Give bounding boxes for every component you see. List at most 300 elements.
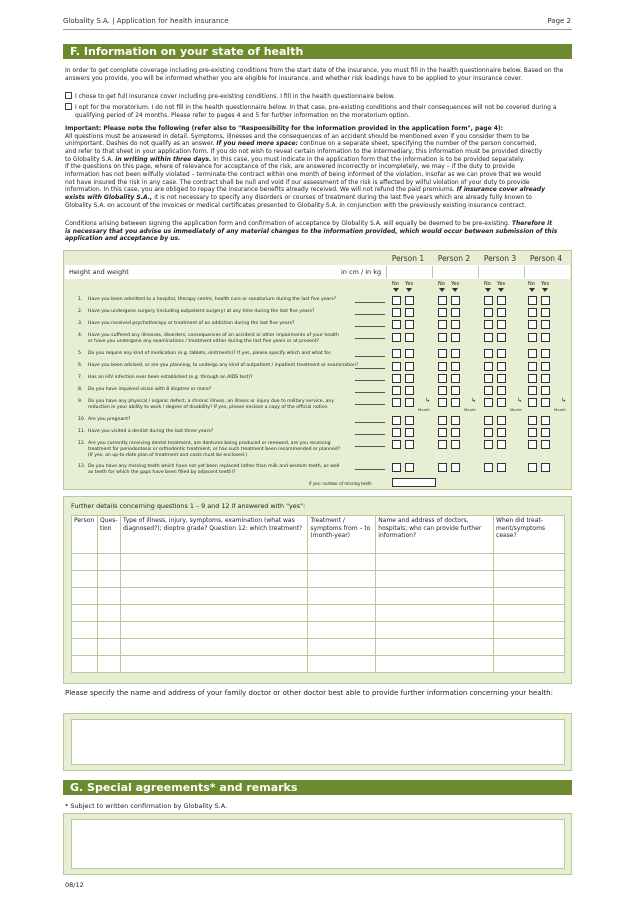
details-cell[interactable] [97, 656, 120, 673]
q1-person1-yes-checkbox[interactable] [405, 296, 414, 305]
no-label: No [484, 281, 491, 287]
q4-person4-no-checkbox[interactable] [528, 333, 537, 342]
q5-person4-no-checkbox[interactable] [528, 349, 537, 358]
question-text-cont: reduction in your ability to work / degree of disability? If yes, please enclose a copy of the official notice. [88, 404, 329, 410]
q1-person3-no-checkbox[interactable] [484, 296, 493, 305]
answer-line [355, 302, 385, 303]
details-cell[interactable] [376, 656, 494, 673]
important-title: Important: Please note the following (refer also to "Responsibility for the information provided in the application form", page 4): [65, 125, 504, 132]
details-row [72, 554, 565, 571]
answer-line [355, 404, 385, 405]
important-line: and refer to that sheet in your application form. If you do not wish to reveal certain information to the intermediary, this information must be provided directly [65, 148, 543, 156]
q13-person2-yes-checkbox[interactable] [451, 463, 460, 472]
q4-person3-no-checkbox[interactable] [484, 333, 493, 342]
details-row [72, 571, 565, 588]
answer-line [355, 434, 385, 435]
details-cell[interactable] [97, 605, 120, 622]
important-emphasis: exists with Globality S.A., [65, 194, 153, 202]
important-line [65, 156, 570, 164]
question-11 [78, 429, 396, 435]
details-cell[interactable] [72, 571, 98, 588]
important-line: Globality S.A. on account of the invoices or medical certificates presented to Globality S.A. in conjunction with the previously existing insurance contract. [65, 201, 527, 209]
answer-line [355, 446, 385, 447]
col-doctors: Name and address of doctors, hospitals; who can provide further information? [376, 516, 494, 554]
q3-person1-yes-checkbox[interactable] [405, 320, 414, 329]
q12-person2-yes-checkbox[interactable] [451, 440, 460, 449]
question-8 [78, 387, 396, 393]
month-label: Month [464, 407, 476, 412]
q13-person2-no-checkbox[interactable] [438, 463, 447, 472]
important-line: information has not been wilfully violated – terminate the contract within one month of being informed of the violation, insofar as we can prove that we would [65, 171, 541, 179]
details-cell[interactable] [120, 554, 307, 571]
details-cell[interactable] [97, 588, 120, 605]
q10-person2-no-checkbox[interactable] [438, 416, 447, 425]
down-arrow-icon [529, 288, 535, 292]
person-header: Person 2 [432, 254, 476, 264]
details-cell[interactable] [120, 605, 307, 622]
details-header-row [72, 516, 565, 554]
q8-person3-no-checkbox[interactable] [484, 386, 493, 395]
yes-label: Yes [541, 281, 550, 287]
down-arrow-icon [452, 288, 458, 292]
q6-person1-no-checkbox[interactable] [392, 362, 401, 371]
important-text: to Globality S.A. [65, 155, 114, 163]
question-3 [78, 321, 396, 327]
question-text: Do you have impaired vision with 8 dioptres or more? [88, 387, 212, 392]
q7-person1-no-checkbox[interactable] [392, 374, 401, 383]
footer-code: 08/12 [65, 881, 84, 889]
q8-person1-no-checkbox[interactable] [392, 386, 401, 395]
q5-person3-no-checkbox[interactable] [484, 349, 493, 358]
question-number: 1. [78, 297, 83, 302]
details-cell[interactable] [308, 588, 376, 605]
question-text: Have you received psychotherapy or treatment of an addiction during the last five years? [88, 321, 295, 326]
question-text: Have you undergone surgery (including outpatient surgery) at any time during the last five years? [88, 309, 315, 314]
details-row [72, 605, 565, 622]
arrow-icon: ↳ [517, 397, 523, 404]
details-cell[interactable] [308, 622, 376, 639]
details-cell[interactable] [376, 605, 494, 622]
conditions-emphasis: Therefore it [509, 220, 553, 227]
question-text: Has an HIV infection ever been established (e.g. through an AIDS test)? [88, 375, 253, 380]
answer-line [355, 380, 385, 381]
q3-person3-no-checkbox[interactable] [484, 320, 493, 329]
q5-person2-no-checkbox[interactable] [438, 349, 447, 358]
question-number: 4. [78, 333, 83, 338]
question-5 [78, 351, 396, 357]
unit-label: in cm / in kg [341, 268, 382, 276]
question-number: 13. [78, 464, 86, 469]
q8-person4-no-checkbox[interactable] [528, 386, 537, 395]
details-cell[interactable] [494, 605, 565, 622]
details-row [72, 656, 565, 673]
col-person: Person [72, 516, 98, 554]
important-line [65, 140, 570, 148]
conditions-line [65, 220, 570, 228]
q4-person1-yes-checkbox[interactable] [405, 333, 414, 342]
section-g-note: * Subject to written confirmation by Globality S.A. [65, 802, 228, 810]
question-13 [78, 464, 396, 476]
person-header: Person 1 [386, 254, 430, 264]
question-text: Have you visited a dentist during the last three years? [88, 429, 214, 434]
col-question: Ques-tion [97, 516, 120, 554]
q3-person4-yes-checkbox[interactable] [541, 320, 550, 329]
month-label: Month [418, 407, 430, 412]
details-cell[interactable] [494, 622, 565, 639]
q11-person2-no-checkbox[interactable] [438, 428, 447, 437]
details-cell[interactable] [72, 554, 98, 571]
conditions-line: application and acceptance by us. [65, 235, 181, 243]
q8-person3-yes-checkbox[interactable] [497, 386, 506, 395]
down-arrow-icon [406, 288, 412, 292]
question-text-cont: treatment for periodontosis or orthodontic treatment, or has such treatment been recommended or planned? [88, 446, 341, 452]
moratorium-checkbox[interactable] [65, 103, 72, 110]
q12-person4-yes-checkbox[interactable] [541, 440, 550, 449]
q8-person4-yes-checkbox[interactable] [541, 386, 550, 395]
arrow-icon: ↳ [425, 397, 431, 404]
q9-person3-yes-checkbox[interactable] [497, 398, 506, 407]
missing-teeth-field[interactable] [392, 478, 436, 487]
q10-person3-no-checkbox[interactable] [484, 416, 493, 425]
family-doctor-field[interactable] [71, 719, 565, 765]
arrow-icon: ↳ [561, 397, 567, 404]
question-number: 5. [78, 351, 83, 356]
q12-person1-yes-checkbox[interactable] [405, 440, 414, 449]
q7-person2-yes-checkbox[interactable] [451, 374, 460, 383]
details-row [72, 588, 565, 605]
q13-person4-yes-checkbox[interactable] [541, 463, 550, 472]
details-cell[interactable] [494, 554, 565, 571]
important-emphasis: If you need more space: [214, 140, 298, 148]
important-text: information. In this case, you are obliged to repay the insurance benefits already received. We will not refund the paid premiums. [65, 186, 455, 194]
q3-person2-no-checkbox[interactable] [438, 320, 447, 329]
important-line [65, 186, 570, 194]
question-number: 10. [78, 417, 86, 422]
q2-person2-no-checkbox[interactable] [438, 308, 447, 317]
q10-person1-yes-checkbox[interactable] [405, 416, 414, 425]
q13-person1-no-checkbox[interactable] [392, 463, 401, 472]
details-cell[interactable] [120, 571, 307, 588]
q13-person1-yes-checkbox[interactable] [405, 463, 414, 472]
question-6 [78, 363, 396, 369]
details-cell[interactable] [72, 605, 98, 622]
answer-line [355, 469, 385, 470]
q6-person1-yes-checkbox[interactable] [405, 362, 414, 371]
q7-person1-yes-checkbox[interactable] [405, 374, 414, 383]
q6-person2-no-checkbox[interactable] [438, 362, 447, 371]
q3-person4-no-checkbox[interactable] [528, 320, 537, 329]
important-line: If the questions on this page, where of relevance for acceptance of the risk, are answered incorrectly or incompletely, we may – if the duty to provide [65, 163, 515, 171]
q7-person2-no-checkbox[interactable] [438, 374, 447, 383]
important-emphasis: If insurance cover already [454, 186, 545, 194]
question-number: 8. [78, 387, 83, 392]
q10-person4-no-checkbox[interactable] [528, 416, 537, 425]
q12-person4-no-checkbox[interactable] [528, 440, 537, 449]
yes-label: Yes [497, 281, 506, 287]
details-cell[interactable] [376, 554, 494, 571]
q9-person4-yes-checkbox[interactable] [541, 398, 550, 407]
details-cell[interactable] [97, 622, 120, 639]
q10-person4-yes-checkbox[interactable] [541, 416, 550, 425]
q5-person1-no-checkbox[interactable] [392, 349, 401, 358]
answer-line [355, 326, 385, 327]
q12-person3-no-checkbox[interactable] [484, 440, 493, 449]
important-line: not have insured the risk in any case. The contract shall be null and void if our assessment of the risk is affected by wilful violation of your duty to provide [65, 178, 530, 186]
question-text: Are you currently receiving dental treatment, are dentures being produced or renewed, are you receiving [88, 441, 331, 446]
details-table [71, 515, 565, 673]
section-f-title: F. Information on your state of health [63, 44, 572, 59]
q6-person4-no-checkbox[interactable] [528, 362, 537, 371]
q1-person2-no-checkbox[interactable] [438, 296, 447, 305]
option-full-cover-label: I chose to get full insurance cover including pre-existing conditions. I fill in the health questionnaire below. [75, 93, 396, 100]
details-cell[interactable] [376, 622, 494, 639]
q9-person1-no-checkbox[interactable] [392, 398, 401, 407]
question-7 [78, 375, 396, 381]
details-cell[interactable] [494, 639, 565, 656]
question-text: Are you pregnant? [88, 417, 131, 422]
q2-person3-no-checkbox[interactable] [484, 308, 493, 317]
q11-person4-yes-checkbox[interactable] [541, 428, 550, 437]
details-cell[interactable] [376, 639, 494, 656]
answer-line [355, 368, 385, 369]
question-text-cont: as teeth for which the gaps have been filled by adjacent teeth)? [88, 469, 236, 475]
person-2-height-field[interactable] [432, 266, 476, 278]
question-number: 12. [78, 441, 86, 446]
q4-person2-no-checkbox[interactable] [438, 333, 447, 342]
important-line: All questions must be answered in detail. Symptoms, illnesses and the consequences of an accident should be mentioned even if you consider them to be [65, 132, 530, 140]
details-cell[interactable] [308, 554, 376, 571]
question-12 [78, 441, 396, 459]
month-label: Month [554, 407, 566, 412]
question-text-cont: or have you undergone any examinations / treatment either during the last five years or at present? [88, 338, 320, 344]
q6-person3-yes-checkbox[interactable] [497, 362, 506, 371]
q12-person1-no-checkbox[interactable] [392, 440, 401, 449]
q6-person4-yes-checkbox[interactable] [541, 362, 550, 371]
question-text: Do you require any kind of medication (e.g. tablets, ointments)? If yes, please specify which and what for. [88, 351, 332, 356]
question-number: 7. [78, 375, 83, 380]
arrow-icon: ↳ [471, 397, 477, 404]
question-4 [78, 333, 396, 345]
conditions-text: Conditions arising between signing the application form and confirmation of acceptance by Globality S.A. will equally be deemed to be pre-existing. [65, 220, 510, 227]
question-number: 9. [78, 399, 83, 404]
details-row [72, 639, 565, 656]
details-title: Further details concerning questions 1 – 9 and 12 if answered with "yes": [71, 502, 306, 510]
q4-person2-yes-checkbox[interactable] [451, 333, 460, 342]
down-arrow-icon [393, 288, 399, 292]
question-text: Have you suffered any illnesses, disorders, consequences of an accident or other impairments of your health [88, 333, 339, 338]
question-number: 2. [78, 309, 83, 314]
q4-person4-yes-checkbox[interactable] [541, 333, 550, 342]
missing-teeth-label: If yes: number of missing teeth [309, 481, 372, 486]
q8-person2-no-checkbox[interactable] [438, 386, 447, 395]
details-cell[interactable] [376, 571, 494, 588]
height-weight-label: Height and weight [69, 268, 129, 276]
important-text: continue on a separate sheet, specifying the number of the person concerned, [297, 140, 537, 148]
details-cell[interactable] [97, 639, 120, 656]
q3-person2-yes-checkbox[interactable] [451, 320, 460, 329]
details-cell[interactable] [494, 656, 565, 673]
q4-person3-yes-checkbox[interactable] [497, 333, 506, 342]
q13-person3-yes-checkbox[interactable] [497, 463, 506, 472]
important-text: unimportant. Dashes do not qualify as an answer. [65, 140, 215, 148]
important-emphasis: in writing within three days. [113, 155, 212, 163]
details-cell[interactable] [120, 639, 307, 656]
q11-person3-no-checkbox[interactable] [484, 428, 493, 437]
question-text: Do you have any physical / organic defect, a chronic illness, an illness or injury due to military service, any [88, 399, 334, 404]
yes-label: Yes [451, 281, 460, 287]
q8-person1-yes-checkbox[interactable] [405, 386, 414, 395]
answer-line [355, 356, 385, 357]
q11-person1-yes-checkbox[interactable] [405, 428, 414, 437]
q8-person2-yes-checkbox[interactable] [451, 386, 460, 395]
details-cell[interactable] [494, 588, 565, 605]
answer-line [355, 314, 385, 315]
col-type: Type of illness, injury, symptoms, examination (what was diagnosed?); dioptre grade? Question 12: which treatment? [120, 516, 307, 554]
question-number: 6. [78, 363, 83, 368]
q10-person2-yes-checkbox[interactable] [451, 416, 460, 425]
details-cell[interactable] [308, 605, 376, 622]
details-cell[interactable] [97, 571, 120, 588]
q1-person4-yes-checkbox[interactable] [541, 296, 550, 305]
q9-person1-yes-checkbox[interactable] [405, 398, 414, 407]
important-text: In this case, you must indicate in the application form that the information is to be provided separately. [211, 155, 525, 163]
person-header: Person 4 [524, 254, 568, 264]
details-cell[interactable] [72, 588, 98, 605]
details-cell[interactable] [120, 656, 307, 673]
option-moratorium [65, 103, 570, 119]
q11-person3-yes-checkbox[interactable] [497, 428, 506, 437]
question-text: Have you been admitted to a hospital, therapy centre, health cure or sanatorium during the last five years? [88, 297, 337, 302]
details-cell[interactable] [97, 554, 120, 571]
question-number: 3. [78, 321, 83, 326]
header-title: Globality S.A. | Application for health insurance [63, 17, 229, 25]
question-text: Do you have any missing teeth which have not yet been replaced (other than milk and wisdom teeth, as well [88, 464, 340, 469]
details-cell[interactable] [494, 571, 565, 588]
details-cell[interactable] [72, 656, 98, 673]
month-label: Month [510, 407, 522, 412]
q5-person1-yes-checkbox[interactable] [405, 349, 414, 358]
q9-person2-yes-checkbox[interactable] [451, 398, 460, 407]
q5-person2-yes-checkbox[interactable] [451, 349, 460, 358]
option-moratorium-label: I opt for the moratorium. I do not fill in the health questionnaire below. In that case, pre-existing conditions and their consequences will not be covered during a qualifying period of 24 months. Please refer to pages 4 and 5 for further information on the moratorium option. [75, 104, 557, 119]
question-text-cont: (If yes, an up-to-date plan of treatment and costs must be enclosed.) [88, 452, 248, 458]
q1-person1-no-checkbox[interactable] [392, 296, 401, 305]
q11-person1-no-checkbox[interactable] [392, 428, 401, 437]
details-cell[interactable] [308, 571, 376, 588]
important-text: it is not necessary to specify any disorders or courses of treatment during the last five years which are already fully known to [152, 194, 532, 202]
q11-person4-no-checkbox[interactable] [528, 428, 537, 437]
details-cell[interactable] [308, 639, 376, 656]
q10-person1-no-checkbox[interactable] [392, 416, 401, 425]
q9-person2-no-checkbox[interactable] [438, 398, 447, 407]
q2-person4-no-checkbox[interactable] [528, 308, 537, 317]
q2-person2-yes-checkbox[interactable] [451, 308, 460, 317]
down-arrow-icon [542, 288, 548, 292]
remarks-field[interactable] [71, 819, 565, 869]
q9-person3-no-checkbox[interactable] [484, 398, 493, 407]
q6-person2-yes-checkbox[interactable] [451, 362, 460, 371]
q7-person4-no-checkbox[interactable] [528, 374, 537, 383]
conditions-notice [65, 220, 570, 243]
header-divider [63, 29, 572, 30]
yes-label: Yes [405, 281, 414, 287]
section-g-title: G. Special agreements* and remarks [63, 780, 572, 795]
q7-person3-no-checkbox[interactable] [484, 374, 493, 383]
question-number: 11. [78, 429, 86, 434]
q9-person4-no-checkbox[interactable] [528, 398, 537, 407]
details-cell[interactable] [72, 639, 98, 656]
important-line [65, 194, 570, 202]
q7-person4-yes-checkbox[interactable] [541, 374, 550, 383]
details-row [72, 622, 565, 639]
q1-person2-yes-checkbox[interactable] [451, 296, 460, 305]
q6-person3-no-checkbox[interactable] [484, 362, 493, 371]
q3-person3-yes-checkbox[interactable] [497, 320, 506, 329]
page-number: Page 2 [547, 17, 571, 25]
person-3-height-field[interactable] [478, 266, 522, 278]
q10-person3-yes-checkbox[interactable] [497, 416, 506, 425]
col-ended: When did treat-ment/symptoms cease? [494, 516, 565, 554]
q12-person3-yes-checkbox[interactable] [497, 440, 506, 449]
person-header: Person 3 [478, 254, 522, 264]
q4-person1-no-checkbox[interactable] [392, 333, 401, 342]
important-notice [65, 125, 570, 209]
no-label: No [528, 281, 535, 287]
question-10 [78, 417, 396, 423]
answer-line [355, 392, 385, 393]
option-full-cover [65, 92, 570, 101]
q2-person1-no-checkbox[interactable] [392, 308, 401, 317]
details-cell[interactable] [308, 656, 376, 673]
q3-person1-no-checkbox[interactable] [392, 320, 401, 329]
answer-line [355, 338, 385, 339]
conditions-line: is necessary that you advise us immediately of any material changes to the information provided, which would occur between submission of this [65, 227, 558, 235]
full-cover-checkbox[interactable] [65, 92, 72, 99]
question-9 [78, 399, 396, 411]
q7-person3-yes-checkbox[interactable] [497, 374, 506, 383]
q1-person3-yes-checkbox[interactable] [497, 296, 506, 305]
details-body [72, 554, 565, 673]
person-1-height-field[interactable] [386, 266, 430, 278]
down-arrow-icon [498, 288, 504, 292]
q5-person4-yes-checkbox[interactable] [541, 349, 550, 358]
family-doctor-label: Please specify the name and address of your family doctor or other doctor best able to provide further information concerning your health: [65, 689, 553, 697]
details-cell[interactable] [376, 588, 494, 605]
q2-person4-yes-checkbox[interactable] [541, 308, 550, 317]
person-4-height-field[interactable] [524, 266, 568, 278]
q13-person4-no-checkbox[interactable] [528, 463, 537, 472]
q11-person2-yes-checkbox[interactable] [451, 428, 460, 437]
down-arrow-icon [439, 288, 445, 292]
q2-person1-yes-checkbox[interactable] [405, 308, 414, 317]
down-arrow-icon [485, 288, 491, 292]
details-cell[interactable] [72, 622, 98, 639]
question-text: Have you been advised, or are you planning, to undergo any kind of outpatient / inpatient treatment or examination? [88, 363, 359, 368]
details-cell[interactable] [120, 622, 307, 639]
col-treatment: Treatment / symptoms from – to (month-year) [308, 516, 376, 554]
no-label: No [438, 281, 445, 287]
section-f-intro: In order to get complete coverage including pre-existing conditions from the start date of the insurance, you must fill in the health questionnaire below. Based on the answers you provide, you will be informed whether you are eligible for insurance, and whether risk loadings have to be applied to your insurance cover. [65, 67, 564, 82]
answer-line [355, 422, 385, 423]
question-1 [78, 297, 396, 303]
details-cell[interactable] [120, 588, 307, 605]
q2-person3-yes-checkbox[interactable] [497, 308, 506, 317]
q13-person3-no-checkbox[interactable] [484, 463, 493, 472]
q12-person2-no-checkbox[interactable] [438, 440, 447, 449]
q1-person4-no-checkbox[interactable] [528, 296, 537, 305]
question-2 [78, 309, 396, 315]
q5-person3-yes-checkbox[interactable] [497, 349, 506, 358]
